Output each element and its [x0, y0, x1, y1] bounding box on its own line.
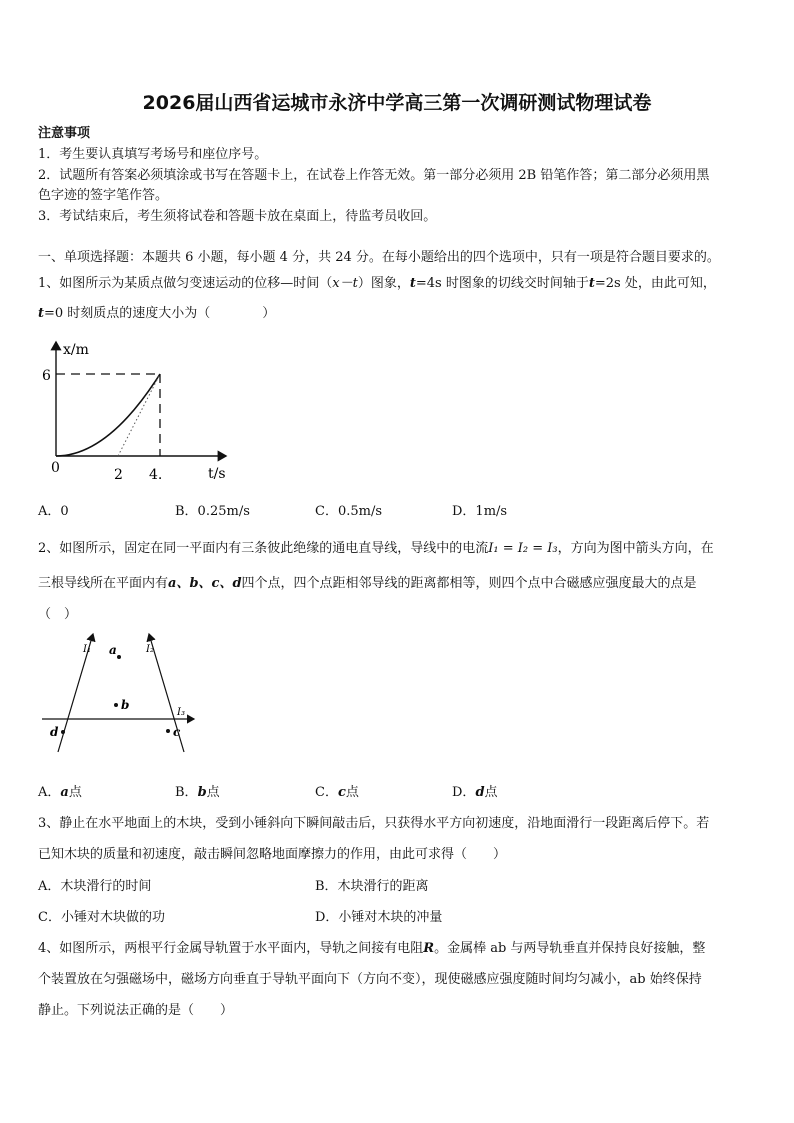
q1-line1 — [38, 272, 716, 291]
q1-text: =4s 时图象的切线交时间轴于 — [415, 276, 589, 291]
q1-text: =2s 处，由此可知， — [594, 276, 716, 291]
option-letter: B． — [175, 785, 198, 800]
q4-text: 。金属棒 ab 与两导轨垂直并保持良好接触，整 — [434, 941, 706, 956]
q1-text: =0 时刻质点的速度大小为（ ） — [44, 306, 276, 321]
q4-text: 4、如图所示，两根平行金属导轨置于水平面内，导轨之间接有电阻 — [38, 941, 424, 956]
q1-option-a: A．0 — [38, 504, 69, 519]
q2-option-c — [315, 781, 359, 800]
option-suffix: 点 — [345, 785, 359, 800]
notice-item-1: 1．考生要认真填写考场号和座位序号。 — [38, 147, 268, 162]
q4-line2: 个装置放在匀强磁场中，磁场方向垂直于导轨平面向下（方向不变），现使磁感应强度随时间均匀减小，ab 始终保持 — [38, 972, 702, 987]
q2-option-b — [175, 781, 220, 800]
q2-current-equation: I₁ = I₂ = I₃ — [488, 541, 558, 556]
xt-graph — [36, 336, 246, 486]
point-b — [114, 703, 118, 707]
option-var: d — [475, 785, 485, 800]
q1-var: t — [588, 276, 595, 291]
label-b: b — [121, 698, 130, 712]
q2-text: 四个点，四个点距相邻导线的距离都相等，则四个点中合磁感应强度最大的点是 — [241, 576, 697, 591]
label-a: a — [109, 643, 117, 657]
q1-option-b: B．0.25m/s — [175, 504, 250, 519]
point-c — [166, 729, 170, 733]
x-tick-4: 4. — [149, 467, 163, 483]
notice-item-2: 2．试题所有答案必须填涂或书写在答题卡上，在试卷上作答无效。第一部分必须用 2B 铅笔作答；第二部分必须用黑 — [38, 168, 710, 183]
q4-line3: 静止。下列说法正确的是（ ） — [38, 1003, 234, 1018]
q1-var: t — [38, 306, 45, 321]
label-i2: I₂ — [146, 644, 154, 655]
q3-line1: 3、静止在水平地面上的木块，受到小锤斜向下瞬间敲击后，只获得水平方向初速度，沿地面滑行一段距离后停下。若 — [38, 816, 710, 831]
q3-line2: 已知木块的质量和初速度，敲击瞬间忽略地面摩擦力的作用，由此可求得（ ） — [38, 847, 507, 862]
label-c: c — [173, 725, 181, 739]
option-var: b — [197, 785, 207, 800]
q2-option-a — [38, 781, 82, 800]
notice-item-3: 3．考试结束后，考生须将试卷和答题卡放在桌面上，待监考员收回。 — [38, 209, 437, 224]
option-letter: A． — [38, 785, 61, 800]
q2-line3: （ ） — [38, 607, 78, 622]
option-suffix: 点 — [68, 785, 82, 800]
x-axis-label: t/s — [208, 466, 226, 482]
q2-line2 — [38, 572, 697, 591]
q1-var: x－t — [332, 276, 358, 291]
section-heading: 一、单项选择题：本题共 6 小题，每小题 4 分，共 24 分。在每小题给出的四个选项中，只有一项是符合题目要求的。 — [38, 250, 720, 265]
q3-option-c: C．小锤对木块做的功 — [38, 910, 165, 925]
notice-heading: 注意事项 — [38, 126, 91, 141]
y-tick-6: 6 — [42, 368, 51, 384]
option-letter: D． — [452, 785, 476, 800]
q2-line1 — [38, 537, 714, 556]
q2-text: ，方向为图中箭头方向，在 — [557, 541, 714, 556]
label-d: d — [50, 725, 59, 739]
x-tick-2: 2 — [114, 467, 123, 483]
point-d — [61, 730, 65, 734]
q4-line1 — [38, 937, 705, 956]
q1-var: t — [409, 276, 416, 291]
notice-item-2-cont: 色字迹的签字笔作答。 — [38, 188, 169, 203]
option-var: c — [337, 785, 346, 800]
q1-option-d: D．1m/s — [452, 504, 508, 519]
label-i3: I₃ — [177, 707, 185, 718]
option-var: a — [60, 785, 69, 800]
q3-option-d: D．小锤对木块的冲量 — [315, 910, 443, 925]
q1-text: ）图象， — [357, 276, 410, 291]
y-axis-label: x/m — [63, 342, 89, 358]
q2-points: a、b、c、d — [168, 576, 242, 591]
origin-label: 0 — [51, 460, 60, 476]
q2-text: 三根导线所在平面内有 — [38, 576, 169, 591]
q2-option-d — [452, 781, 498, 800]
q3-option-a: A．木块滑行的时间 — [38, 879, 152, 894]
q1-option-c: C．0.5m/s — [315, 504, 382, 519]
q1-line2 — [38, 302, 275, 321]
q4-var-r: R — [423, 941, 435, 956]
xt-curve — [56, 374, 160, 456]
page-title: 2026届山西省运城市永济中学高三第一次调研测试物理试卷 — [142, 92, 652, 114]
option-letter: C． — [315, 785, 338, 800]
option-suffix: 点 — [206, 785, 220, 800]
q2-text: 2、如图所示，固定在同一平面内有三条彼此绝缘的通电直导线，导线中的电流 — [38, 541, 489, 556]
tangent-line — [118, 374, 160, 456]
wires-figure — [36, 628, 206, 758]
q3-option-b: B．木块滑行的距离 — [315, 879, 429, 894]
point-a — [117, 655, 121, 659]
label-i1: I₁ — [83, 644, 91, 655]
option-suffix: 点 — [484, 785, 498, 800]
q1-text: 1、如图所示为某质点做匀变速运动的位移—时间（ — [38, 276, 333, 291]
